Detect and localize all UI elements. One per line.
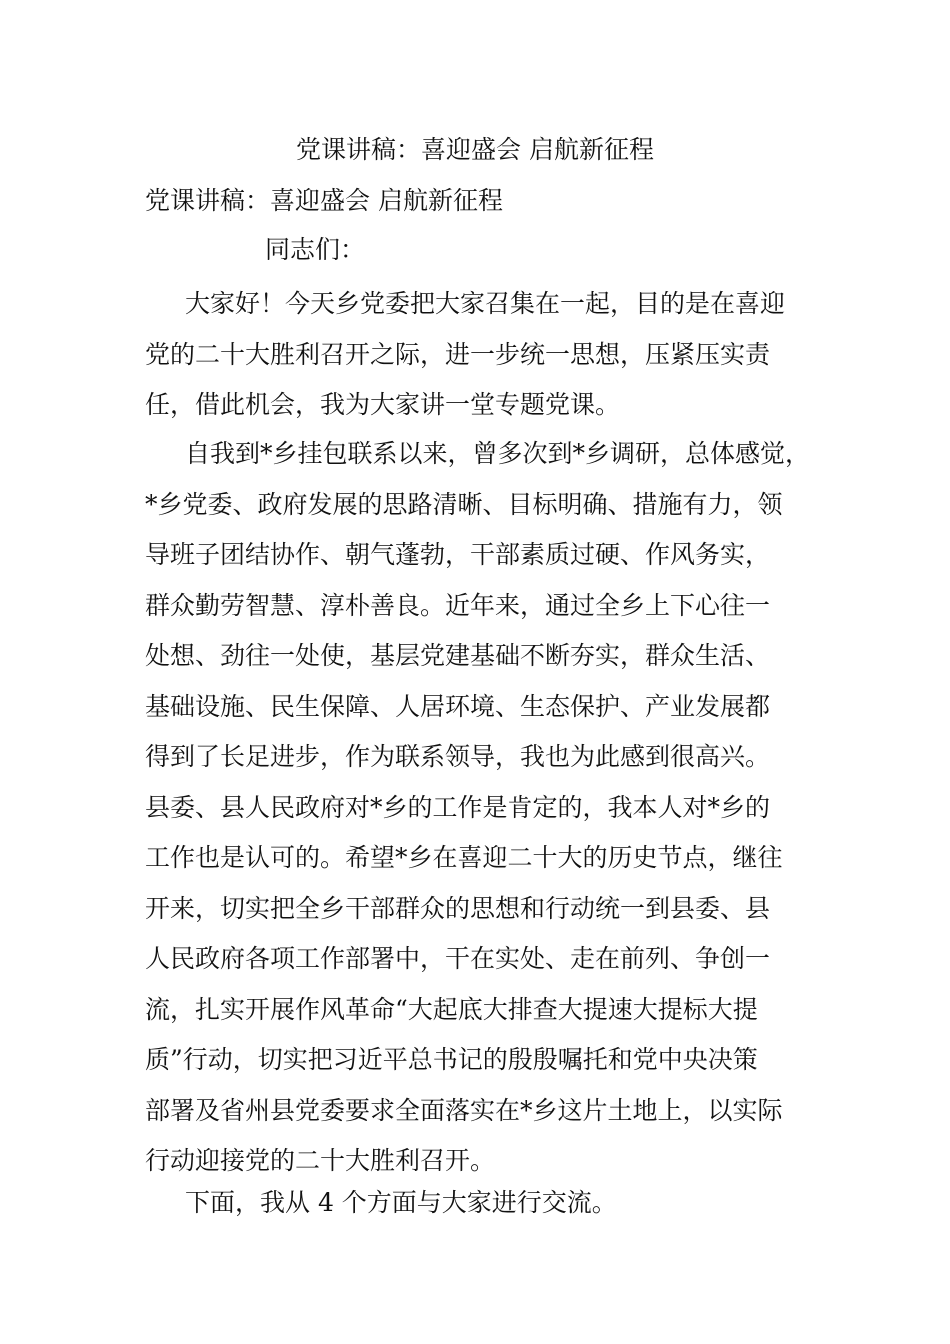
paragraph-line: 开来，切实把全乡干部群众的思想和行动统一到县委、县: [145, 893, 771, 923]
paragraph-line: 基础设施、民生保障、人居环境、生态保护、产业发展都: [145, 691, 771, 721]
paragraph-line: 工作也是认可的。希望*乡在喜迎二十大的历史节点，继往: [145, 843, 783, 872]
paragraph-opening: [145, 279, 825, 431]
paragraph-line: 群众勤劳智慧、淳朴善良。近年来，通过全乡上下心往一: [145, 590, 771, 620]
paragraph-line: 县委、县人民政府对*乡的工作是肯定的，我本人对*乡的: [145, 792, 771, 822]
paragraph-line: *乡党委、政府发展的思路清晰、目标明确、措施有力，领: [145, 489, 783, 519]
paragraph-line: 部署及省州县党委要求全面落实在*乡这片土地上，以实际: [145, 1095, 783, 1125]
paragraph-line: 人民政府各项工作部署中，干在实处、走在前列、争创一: [145, 944, 771, 973]
paragraph-line: 得到了长足进步，作为联系领导，我也为此感到很高兴。: [145, 742, 771, 771]
document-subtitle: 党课讲稿：喜迎盛会 启航新征程: [145, 186, 503, 215]
paragraph-line: 行动迎接党的二十大胜利召开。: [145, 1146, 496, 1175]
paragraph-body: [145, 429, 825, 1187]
document-title: 党课讲稿：喜迎盛会 启航新征程: [296, 135, 654, 164]
paragraph-line: 导班子团结协作、朝气蓬勃，干部素质过硬、作风务实，: [145, 540, 771, 569]
paragraph-line: 质”行动，切实把习近平总书记的殷殷嘱托和党中央决策: [145, 1045, 758, 1074]
paragraph-line: 下面，我从 4 个方面与大家进行交流。: [185, 1188, 617, 1217]
paragraph-closing: [145, 1178, 825, 1229]
paragraph-line: 处想、劲往一处使，基层党建基础不断夯实，群众生活、: [145, 641, 771, 670]
paragraph-line: 大家好！今天乡党委把大家召集在一起，目的是在喜迎: [185, 289, 786, 318]
salutation: 同志们：: [265, 235, 366, 264]
paragraph-line: 党的二十大胜利召开之际，进一步统一思想，压紧压实责: [145, 339, 771, 369]
paragraph-line: 流，扎实开展作风革命“大起底大排查大提速大提标大提: [145, 994, 758, 1024]
paragraph-line: 任，借此机会，我为大家讲一堂专题党课。: [145, 390, 621, 419]
paragraph-line: 自我到*乡挂包联系以来，曾多次到*乡调研，总体感觉，: [185, 439, 811, 468]
